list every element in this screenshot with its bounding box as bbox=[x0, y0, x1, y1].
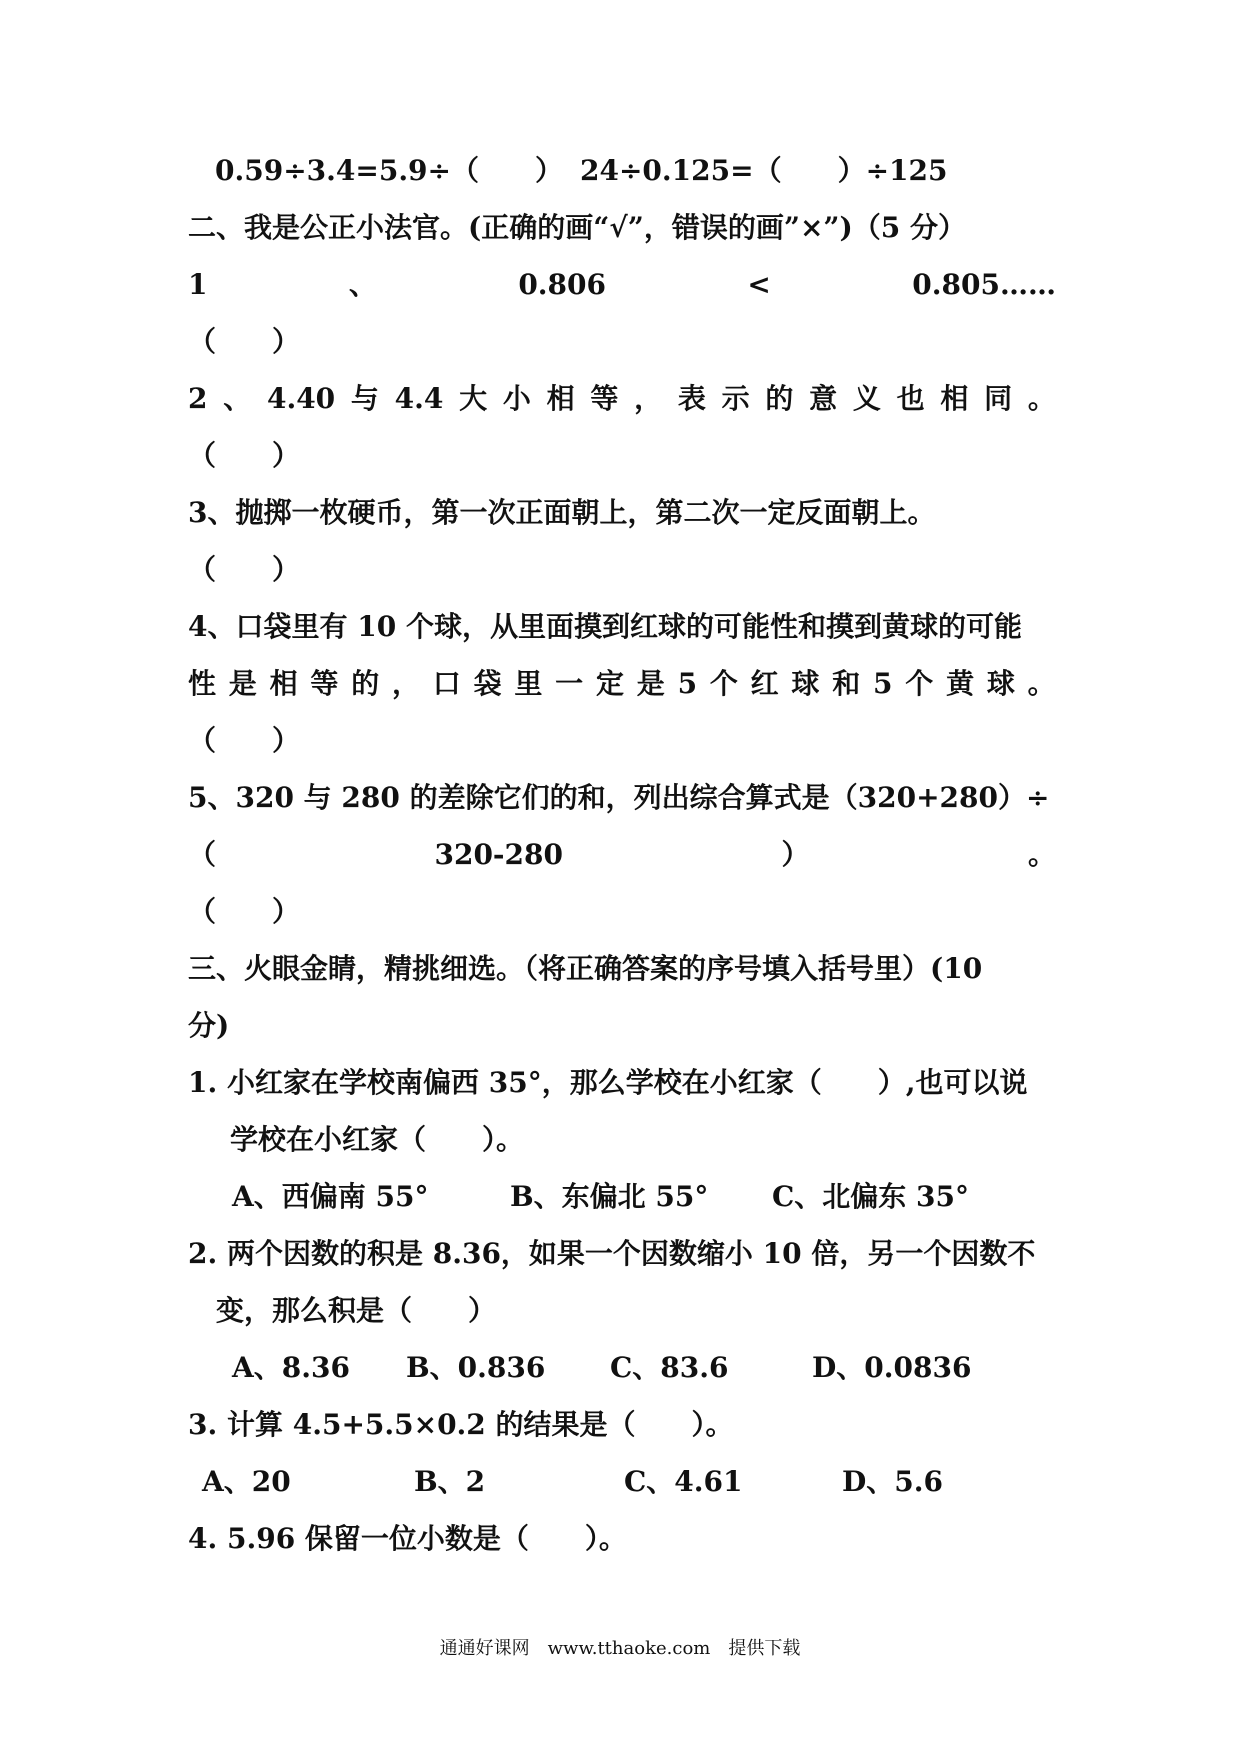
s3-q3-option-c[interactable]: C、4.61 bbox=[624, 1465, 743, 1498]
s3-q2-option-a[interactable]: A、8.36 bbox=[232, 1351, 350, 1384]
section3-heading-line1: 三、火眼金睛，精挑细选。（将正确答案的序号填入括号里）(10 bbox=[188, 952, 983, 985]
s2-q2-part: 义 bbox=[852, 382, 881, 415]
s2-q1-a: 0.806 bbox=[518, 268, 606, 301]
s3-q1-option-b[interactable]: B、东偏北 55° bbox=[510, 1180, 709, 1213]
s3-q3-option-b[interactable]: B、2 bbox=[414, 1465, 486, 1498]
s2-q2-part: 示 bbox=[721, 382, 750, 415]
s3-q4-line1: 4. 5.96 保留一位小数是（ ）。 bbox=[188, 1522, 627, 1555]
s2-q3-blank[interactable]: （ ） bbox=[188, 553, 301, 586]
s2-q4-part: 。 bbox=[1027, 667, 1056, 700]
section2-heading: 二、我是公正小法官。(正确的画“√”，错误的画”×”)（5 分） bbox=[188, 211, 967, 244]
s2-q4-part: 5 bbox=[873, 667, 893, 700]
s2-q2-part: 4.4 bbox=[394, 382, 444, 415]
s2-q5-part: （ bbox=[188, 838, 217, 871]
s2-q2-part: 的 bbox=[765, 382, 794, 415]
s2-q4-part: 5 bbox=[677, 667, 698, 700]
s2-q1-blank[interactable]: （ ） bbox=[188, 325, 301, 358]
s3-q1-line2: 学校在小红家（ ）。 bbox=[230, 1123, 525, 1156]
section3-heading-line2: 分) bbox=[188, 1009, 230, 1042]
s3-q3-option-a[interactable]: A、20 bbox=[202, 1465, 291, 1498]
s2-q2-part: 同 bbox=[984, 382, 1013, 415]
s3-q3-line1: 3. 计算 4.5+5.5×0.2 的结果是（ ）。 bbox=[188, 1408, 734, 1441]
s2-q2-part: 小 bbox=[502, 382, 531, 415]
s2-q4-part: 个 bbox=[709, 667, 738, 700]
s2-q2-part: 意 bbox=[809, 382, 838, 415]
s2-q2-part: 大 bbox=[459, 382, 488, 415]
s2-q2-part: 。 bbox=[1027, 382, 1056, 415]
s2-q2-part: 相 bbox=[940, 382, 969, 415]
s2-q3-text: 3、抛掷一枚硬币，第一次正面朝上，第二次一定反面朝上。 bbox=[188, 496, 936, 529]
top-row-right: 24÷0.125=（ ）÷125 bbox=[580, 154, 948, 187]
s3-q3-option-d[interactable]: D、5.6 bbox=[842, 1465, 943, 1498]
s2-q4-part: 里 bbox=[514, 667, 543, 700]
s3-q1-option-a[interactable]: A、西偏南 55° bbox=[232, 1180, 429, 1213]
s2-q4-part: 袋 bbox=[473, 667, 502, 700]
s2-q2-part: 、 bbox=[223, 382, 252, 415]
s3-q2-option-c[interactable]: C、83.6 bbox=[610, 1351, 729, 1384]
s2-q2-line bbox=[188, 382, 1056, 416]
s2-q5-part: 320-280 bbox=[434, 838, 563, 871]
s3-q2-line2: 变，那么积是（ ） bbox=[216, 1294, 497, 1327]
s2-q2-blank[interactable]: （ ） bbox=[188, 439, 301, 472]
s2-q1-separator: 、 bbox=[348, 268, 377, 301]
s3-q1-option-c[interactable]: C、北偏东 35° bbox=[772, 1180, 969, 1213]
s2-q4-part: 黄 bbox=[946, 667, 975, 700]
s2-q5-blank[interactable]: （ ） bbox=[188, 895, 301, 928]
s2-q4-line1: 4、口袋里有 10 个球，从里面摸到红球的可能性和摸到黄球的可能 bbox=[188, 610, 1022, 643]
s2-q4-part: 的 bbox=[351, 667, 380, 700]
s2-q4-blank[interactable]: （ ） bbox=[188, 724, 301, 757]
s2-q2-part: 与 bbox=[350, 382, 379, 415]
s2-q4-part: 是 bbox=[636, 667, 665, 700]
s2-q4-part: 口 bbox=[432, 667, 461, 700]
s3-q2-line1: 2. 两个因数的积是 8.36，如果一个因数缩小 10 倍，另一个因数不 bbox=[188, 1237, 1036, 1270]
s2-q4-part: 相 bbox=[269, 667, 298, 700]
s2-q2-part: 表 bbox=[677, 382, 706, 415]
s2-q4-part: 和 bbox=[832, 667, 861, 700]
s2-q5-part: ） bbox=[781, 838, 810, 871]
s3-q2-option-d[interactable]: D、0.0836 bbox=[812, 1351, 972, 1384]
s2-q4-part: 球 bbox=[791, 667, 820, 700]
page-footer: 通通好课网 www.tthaoke.com 提供下载 bbox=[439, 1638, 801, 1659]
s2-q4-part: 个 bbox=[905, 667, 934, 700]
s2-q4-part: ， bbox=[391, 667, 420, 700]
s2-q2-part: 也 bbox=[896, 382, 925, 415]
s2-q5-part: 。 bbox=[1027, 838, 1056, 871]
s2-q4-part: 是 bbox=[228, 667, 257, 700]
s2-q4-part: 定 bbox=[595, 667, 624, 700]
s2-q5-line1: 5、320 与 280 的差除它们的和，列出综合算式是（320+280）÷ bbox=[188, 781, 1050, 814]
s2-q4-part: 性 bbox=[188, 667, 217, 700]
s2-q2-part: ， bbox=[634, 382, 663, 415]
s2-q4-line2 bbox=[188, 667, 1056, 701]
s2-q4-part: 红 bbox=[750, 667, 779, 700]
s3-q1-line1: 1. 小红家在学校南偏西 35°，那么学校在小红家（ ）,也可以说 bbox=[188, 1066, 1028, 1099]
s2-q1-b: 0.805…… bbox=[912, 268, 1056, 301]
s3-q2-option-b[interactable]: B、0.836 bbox=[406, 1351, 546, 1384]
s2-q5-line2 bbox=[188, 838, 1056, 872]
s2-q2-part: 4.40 bbox=[266, 382, 336, 415]
s2-q1-number: 1 bbox=[188, 268, 208, 301]
s2-q1-line bbox=[188, 268, 1056, 302]
s2-q4-part: 一 bbox=[555, 667, 584, 700]
s2-q2-part: 相 bbox=[546, 382, 575, 415]
s2-q4-part: 球 bbox=[986, 667, 1015, 700]
top-row-left: 0.59÷3.4=5.9÷（ ） bbox=[215, 154, 564, 187]
s2-q2-part: 2 bbox=[188, 382, 208, 415]
s2-q2-part: 等 bbox=[590, 382, 619, 415]
s2-q4-part: 等 bbox=[310, 667, 339, 700]
s2-q1-op: < bbox=[747, 268, 771, 301]
